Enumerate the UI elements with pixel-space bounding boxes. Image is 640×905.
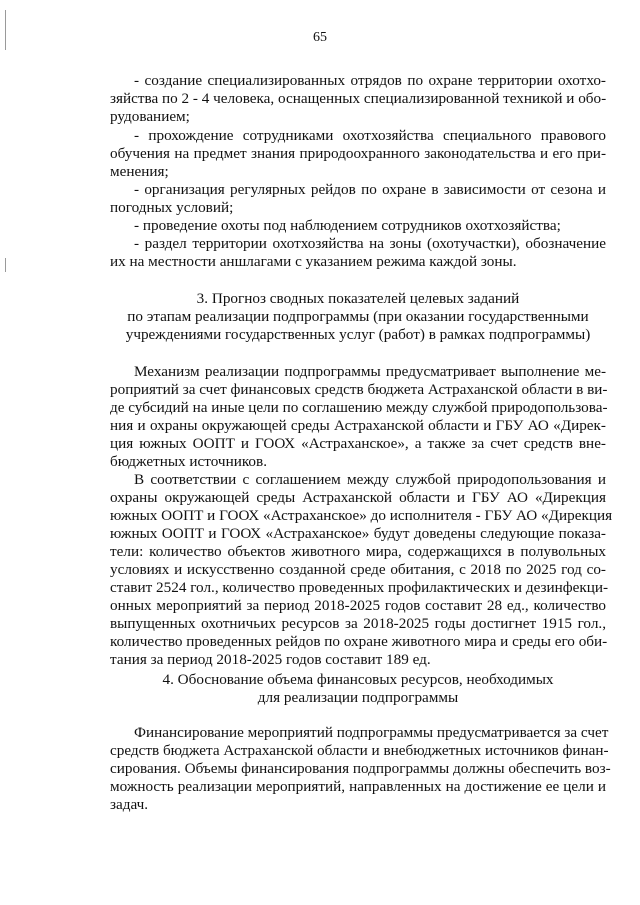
list-item-line: - создание специализированных отрядов по охране территории охотхо- [134, 72, 606, 89]
paragraph-line: условиях и искусственно созданной среде обитания, с 2018 по 2025 год со- [110, 561, 606, 578]
list-item-line: обучения на предмет знания природоохранного законодательства и его при- [110, 145, 606, 162]
paragraph-line: де субсидий на иные цели по соглашению между службой природопользова- [110, 399, 608, 416]
section-heading: для реализации подпрограммы [257, 689, 459, 706]
list-item-line: менения; [110, 163, 169, 180]
paragraph-line: тания за период 2018-2025 годов составит 189 ед. [110, 651, 431, 668]
paragraph-line: средств бюджета Астраханской области и внебюджетных источников финан- [110, 742, 609, 759]
paragraph-line: онных мероприятий за период 2018-2025 годов составит 28 ед., количество [110, 597, 606, 614]
list-item-line: зяйства по 2 - 4 человека, оснащенных специализированной техникой и обо- [110, 90, 607, 107]
list-item-line: - организация регулярных рейдов по охране в зависимости от сезона и [134, 181, 606, 198]
paragraph-line: сирования. Объемы финансирования подпрограммы должны обеспечить воз- [110, 760, 611, 777]
paragraph-line: южных ООПТ и ГООХ «Астраханское» будут доведены следующие показа- [110, 525, 606, 542]
paragraph-line: Механизм реализации подпрограммы предусматривает выполнение ме- [134, 363, 606, 380]
paragraph-line: роприятий за счет финансовых средств бюджета Астраханской области в ви- [110, 381, 608, 398]
list-item-line: погодных условий; [110, 199, 234, 216]
page-number: 65 [313, 30, 327, 45]
paragraph-line: количество проведенных рейдов по охране животного мира и среды его оби- [110, 633, 608, 650]
paragraph-line: выпущенных охотничьих ресурсов за 2018-2025 годы достигнет 1915 гол., [110, 615, 606, 632]
paragraph-line: тели: количество объектов животного мира, содержащихся в полувольных [110, 543, 606, 560]
paragraph-line: охраны окружающей среды Астраханской области и ГБУ АО «Дирекция [110, 489, 606, 506]
paragraph-line: можность реализации мероприятий, направленных на достижение ее цели и [110, 778, 606, 795]
section-heading: 4. Обоснование объема финансовых ресурсов, необходимых [162, 671, 554, 688]
section-heading: 3. Прогноз сводных показателей целевых заданий [196, 290, 520, 307]
paragraph-line: ция южных ООПТ и ГООХ «Астраханское», а также за счет средств вне- [110, 435, 606, 452]
paragraph-line: Финансирование мероприятий подпрограммы предусматривается за счет [134, 724, 609, 741]
list-item-line: их на местности аншлагами с указанием режима каждой зоны. [110, 253, 517, 270]
list-item-line: - проведение охоты под наблюдением сотрудников охотхозяйства; [134, 217, 561, 234]
paragraph-line: задач. [110, 796, 149, 813]
paragraph-line: бюджетных источников. [110, 453, 267, 470]
paragraph-line: ставит 2524 гол., количество проведенных профилактических и дезинфекци- [110, 579, 609, 596]
scan-edge-mark [5, 258, 6, 272]
list-item-line: рудованием; [110, 108, 190, 125]
section-heading: по этапам реализации подпрограммы (при оказании государственными [127, 308, 589, 325]
paragraph-line: В соответствии с соглашением между службой природопользования и [134, 471, 606, 488]
list-item-line: - раздел территории охотхозяйства на зоны (охотучастки), обозначение [134, 235, 606, 252]
list-item-line: - прохождение сотрудниками охотхозяйства специального правового [134, 127, 606, 144]
section-heading: учреждениями государственных услуг (работ) в рамках подпрограммы) [125, 326, 591, 343]
paragraph-line: ния и охраны окружающей среды Астраханской области и ГБУ АО «Дирек- [110, 417, 606, 434]
paragraph-line: южных ООПТ и ГООХ «Астраханское» до исполнителя - ГБУ АО «Дирекция [110, 507, 613, 524]
